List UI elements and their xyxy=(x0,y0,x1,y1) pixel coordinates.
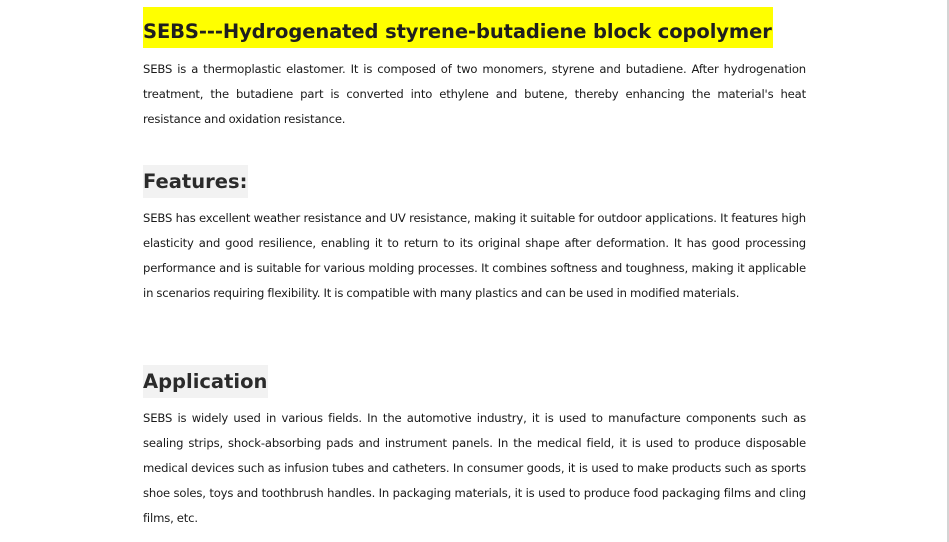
intro-paragraph: SEBS is a thermoplastic elastomer. It is composed of two monomers, styrene and butadiene. After hydrogenation treatment, the butadiene part is converted into ethylene and butene, thereby enhancing the material's heat resistance and oxidation resistance. xyxy=(143,62,806,126)
application-paragraph: SEBS is widely used in various fields. In the automotive industry, it is used to manufacture components such as sealing strips, shock-absorbing pads and instrument panels. In the medical field, it is used to produce disposable medical devices such as infusion tubes and catheters. In consumer goods, it is used to make products such as sports shoe soles, toys and toothbrush handles. In packaging materials, it is used to produce food packaging films and cling films, etc. xyxy=(143,411,806,525)
document-title: SEBS---Hydrogenated styrene-butadiene block copolymer xyxy=(143,7,773,48)
application-heading: Application xyxy=(143,365,268,398)
features-paragraph: SEBS has excellent weather resistance and UV resistance, making it suitable for outdoor applications. It features high elasticity and good resilience, enabling it to return to its original shape after deformation. It has good processing performance and is suitable for various molding processes. It combines softness and toughness, making it applicable in scenarios requiring flexibility. It is compatible with many plastics and can be used in modified materials. xyxy=(143,211,806,300)
features-heading: Features: xyxy=(143,165,248,198)
